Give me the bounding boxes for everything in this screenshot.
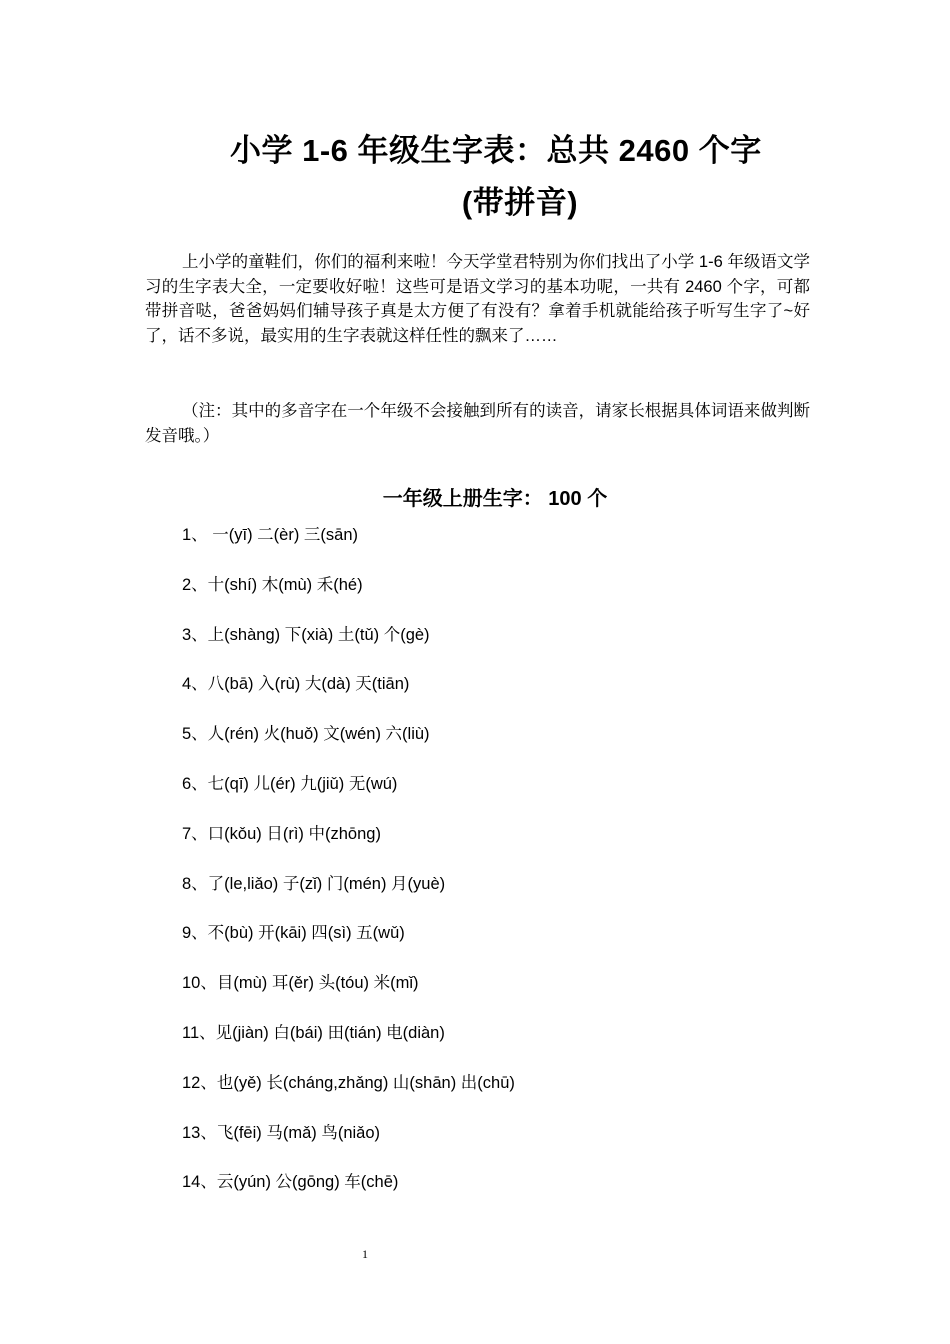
note-paragraph bbox=[145, 399, 810, 448]
list-item: 2、十(shí) 木(mù) 禾(hé) bbox=[182, 575, 363, 594]
document-title-line-2: (带拼音) bbox=[461, 185, 579, 220]
list-item: 14、云(yún) 公(gōng) 车(chē) bbox=[182, 1173, 399, 1192]
note-text: （注：其中的多音字在一个年级不会接触到所有的读音，请家长根据具体词语来做判断发音哦。） bbox=[145, 402, 810, 445]
list-item: 1、 一(yī) 二(èr) 三(sān) bbox=[182, 526, 359, 544]
list-item: 10、目(mù) 耳(ěr) 头(tóu) 米(mǐ) bbox=[182, 974, 419, 993]
list-item: 4、八(bā) 入(rù) 大(dà) 天(tiān) bbox=[182, 675, 410, 694]
list-item: 11、见(jiàn) 白(bái) 田(tián) 电(diàn) bbox=[182, 1023, 445, 1042]
list-item: 5、人(rén) 火(huǒ) 文(wén) 六(liù) bbox=[182, 725, 430, 744]
list-item: 9、不(bù) 开(kāi) 四(sì) 五(wǔ) bbox=[182, 924, 405, 943]
section-heading: 一年级上册生字： 100 个 bbox=[382, 488, 608, 510]
page-number: 1 bbox=[362, 1247, 368, 1261]
document-title-line-1: 小学 1-6 年级生字表：总共 2460 个字 bbox=[230, 133, 762, 168]
list-item: 7、口(kǒu) 日(rì) 中(zhōng) bbox=[182, 824, 381, 843]
intro-text: 上小学的童鞋们，你们的福利来啦！今天学堂君特别为你们找出了小学 1-6 年级语文学习的生字表大全，一定要收好啦！这些可是语文学习的基本功呢，一共有 2460 个字，可都带拼音哒，爸爸妈妈们辅导孩子真是太方便了有没有？拿着手机就能给孩子听写生字了~好了，话不多说，最实用的生字表就这样任性的飘来了…… bbox=[145, 253, 810, 345]
intro-paragraph bbox=[145, 250, 810, 348]
list-item: 6、七(qī) 儿(ér) 九(jiǔ) 无(wú) bbox=[182, 774, 398, 793]
list-item: 3、上(shàng) 下(xià) 土(tǔ) 个(gè) bbox=[182, 625, 430, 644]
list-item: 12、也(yě) 长(cháng,zhǎng) 山(shān) 出(chū) bbox=[182, 1073, 515, 1092]
character-list bbox=[182, 522, 515, 1219]
list-item: 13、飞(fēi) 马(mǎ) 鸟(niǎo) bbox=[182, 1123, 381, 1142]
list-item: 8、了(le,liǎo) 子(zǐ) 门(mén) 月(yuè) bbox=[182, 874, 446, 893]
